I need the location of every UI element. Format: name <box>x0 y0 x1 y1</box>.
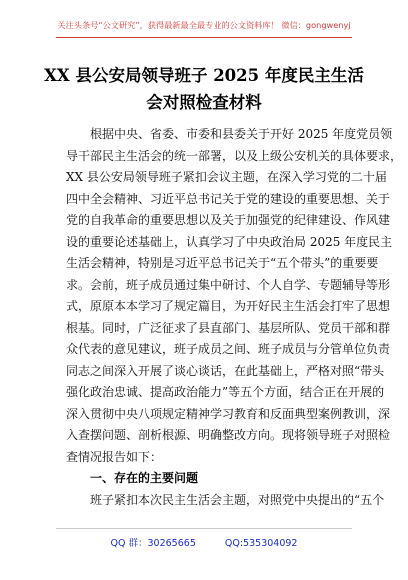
paragraph-line: 入查摆问题、剖析根源、明确整改方向。现将领导班子对照检 <box>66 428 391 442</box>
paragraph-line: 查情况报告如下： <box>66 449 163 464</box>
paragraph-line: 导干部民主生活会的统一部署，以及上级公安机关的具体要求， <box>66 148 403 163</box>
paragraph-line: 众代表的意见建议，班子成员之间、班子成员与分管单位负责 <box>66 342 391 356</box>
footer-qq-group: QQ 群：30265665 <box>110 538 196 549</box>
paragraph-line: 根据中央、省委、市委和县委关于开好 2025 年度党员领 <box>90 127 393 141</box>
paragraph-line: 设的重要论述基础上，认真学习了中央政治局 2025 年度民主 <box>66 234 393 249</box>
paragraph-line: XX 县公安局领导班子紧扣会议主题，在深入学习党的二十届 <box>66 170 387 184</box>
document-body <box>66 124 403 511</box>
title-line-1: XX 县公安局领导班子 2025 年度民主生活 <box>44 66 364 85</box>
section-heading: 一、存在的主要问题 <box>90 471 199 485</box>
paragraph-line: 同志之间深入开展了谈心谈话，在此基础上，严格对照“带头 <box>66 363 385 378</box>
title-line-2: 会对照检查材料 <box>146 93 262 112</box>
paragraph-line: 式，原原本本学习了规定篇目，为开好民主生活会打牢了思想 <box>66 299 391 313</box>
paragraph-line: 生活会精神，特别是习近平总书记关于“五个带头”的重要要 <box>66 256 379 270</box>
header-bar <box>0 0 408 60</box>
paragraph-line: 根基。同时，广泛征求了县直部门、基层所队、党员干部和群 <box>66 320 391 335</box>
paragraph-line: 求。会前，班子成员通过集中研讨、个人自学、专题辅导等形 <box>66 277 391 292</box>
paragraph-line: 班子紧扣本次民主生活会主题，对照党中央提出的“五个 <box>90 492 385 507</box>
header-divider <box>56 37 352 38</box>
paragraph-line: 党的自我革命的重要思想以及关于加强党的纪律建设、作风建 <box>66 213 391 227</box>
promo-banner: 关注头条号“公文研究”，获得最新最全最专业的公文资料库！ 微信：gongwenyj <box>57 20 351 30</box>
document-title <box>40 62 368 116</box>
footer <box>0 535 408 549</box>
footer-divider <box>56 528 352 529</box>
paragraph-line: 四中全会精神、习近平总书记关于党的建设的重要思想、关于 <box>66 191 391 206</box>
footer-qq-number: QQ:535304092 <box>224 538 298 549</box>
paragraph-line: 深入贯彻中央八项规定精神学习教育和反面典型案例教训，深 <box>66 406 391 421</box>
paragraph-line: 强化政治忠诚、提高政治能力”等五个方面，结合正在开展的 <box>66 385 385 399</box>
